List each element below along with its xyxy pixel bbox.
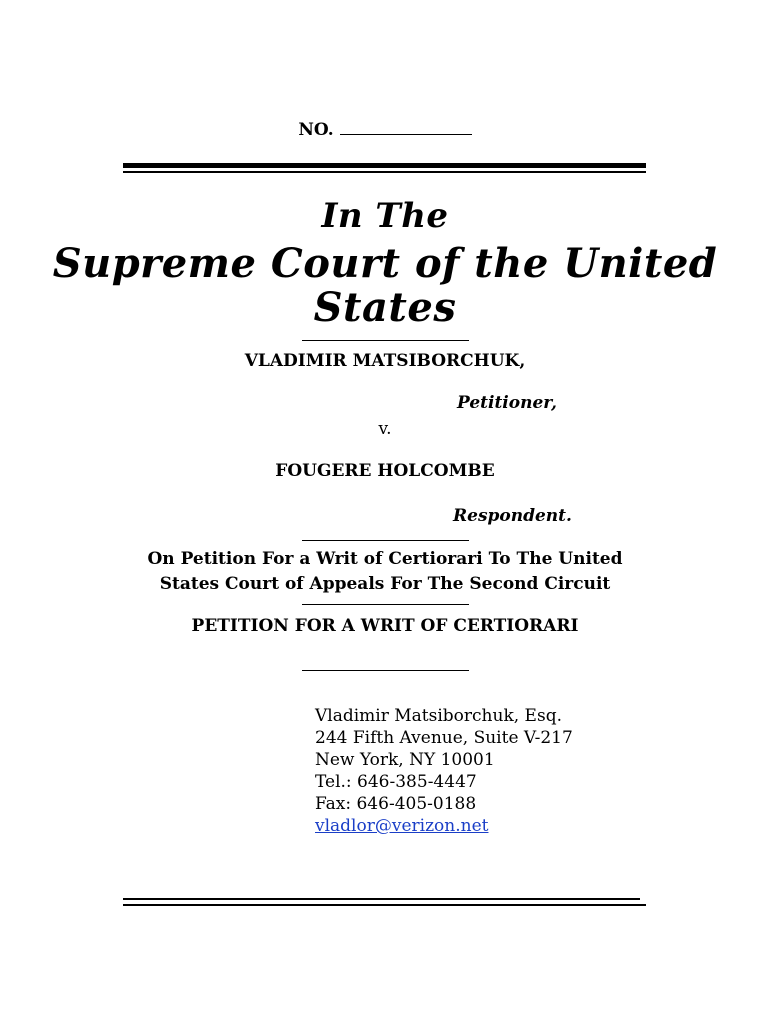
petitioner-role: Petitioner, [457,393,557,413]
counsel-address-block [315,705,573,837]
counsel-city: New York, NY 10001 [315,750,495,770]
divider-rule [302,540,469,541]
court-line-3: States [313,284,457,331]
respondent-role: Respondent. [453,506,572,526]
petition-caption-line-2: States Court of Appeals For The Second Circuit [159,574,611,594]
court-line-2: Supreme Court of the United [52,240,718,287]
divider-rule [302,604,469,605]
petitioner-name: VLADIMIR MATSIBORCHUK, [244,351,526,371]
top-double-rule [123,163,646,173]
docket-blank-line [340,118,472,135]
counsel-email-link[interactable]: vladlor@verizon.net [315,816,489,836]
petition-caption [0,547,770,597]
petition-caption-line-1: On Petition For a Writ of Certiorari To The United [147,549,623,569]
divider-rule [302,670,469,671]
docket-label: NO. [298,120,334,140]
petition-title: PETITION FOR A WRIT OF CERTIORARI [191,616,579,636]
court-line-1: In The [321,196,449,236]
docket-number [0,118,770,140]
bottom-double-rule [123,898,646,906]
respondent-name: FOUGERE HOLCOMBE [275,461,495,481]
counsel-street: 244 Fifth Avenue, Suite V-217 [315,728,573,748]
versus-label: v. [378,419,392,439]
divider-rule [302,340,469,341]
counsel-fax: Fax: 646-405-0188 [315,794,477,814]
counsel-name: Vladimir Matsiborchuk, Esq. [315,706,562,726]
counsel-tel: Tel.: 646-385-4447 [315,772,477,792]
